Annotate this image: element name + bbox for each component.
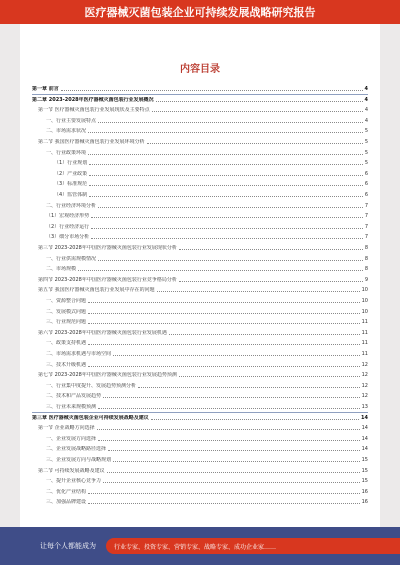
- footer-tagline-pill: [106, 538, 400, 554]
- table-of-contents: [32, 84, 368, 524]
- toc-page-number: 14: [361, 435, 368, 442]
- toc-entry[interactable]: [32, 317, 368, 325]
- toc-entry[interactable]: [32, 444, 368, 452]
- toc-page-number: 16: [361, 499, 368, 506]
- toc-entry-title: 二、市场需求状况: [46, 128, 87, 135]
- footer-lead: 让每个人都能成为: [40, 542, 96, 550]
- toc-leader-dots: [151, 419, 359, 420]
- toc-leader-dots: [98, 408, 360, 409]
- toc-entry-title: 第二章 2023-2028年医疗器械灭菌包装行业发展概况: [32, 96, 154, 103]
- toc-page-number: 7: [364, 234, 368, 241]
- toc-leader-dots: [97, 429, 360, 430]
- toc-entry-title: 三、加强品牌建设: [46, 499, 87, 506]
- toc-entry[interactable]: [32, 402, 368, 410]
- toc-entry[interactable]: [32, 148, 368, 156]
- toc-entry-title: 一、提升企业核心竞争力: [46, 478, 102, 485]
- toc-entry-title: 二、市场需求机遇与市场空间: [46, 351, 112, 357]
- toc-leader-dots: [88, 366, 360, 367]
- toc-entry-title: 一、行业政策环境: [46, 149, 87, 156]
- toc-entry[interactable]: [32, 349, 368, 357]
- toc-entry[interactable]: [32, 381, 368, 389]
- toc-page-number: 6: [364, 192, 368, 198]
- toc-entry[interactable]: [32, 190, 368, 198]
- toc-leader-dots: [138, 387, 360, 388]
- toc-entry-title: （1）宏观经济形势: [46, 213, 90, 220]
- toc-page-number: 7: [364, 202, 368, 209]
- toc-leader-dots: [89, 196, 363, 197]
- toc-entry-title: 一、政策支持机遇: [46, 340, 87, 347]
- toc-leader-dots: [157, 291, 360, 292]
- toc-leader-dots: [78, 270, 363, 271]
- toc-page-number: 8: [364, 255, 368, 262]
- toc-page-number: 10: [361, 298, 368, 304]
- toc-entry[interactable]: [32, 95, 368, 103]
- toc-page-number: 7: [364, 213, 368, 220]
- toc-leader-dots: [103, 482, 360, 483]
- toc-page-number: 4: [364, 86, 368, 92]
- toc-entry-title: （3）标准规范: [54, 181, 88, 188]
- toc-leader-dots: [91, 217, 363, 218]
- toc-entry-title: 一、企业发展方向选择: [46, 435, 97, 442]
- toc-page-number: 4: [364, 96, 368, 103]
- toc-entry-title: 第六节 2023-2028年中国医疗器械灭菌包装行业发展机遇: [38, 329, 167, 336]
- toc-entry[interactable]: [32, 296, 368, 304]
- toc-entry-title: 一、行业供需规模情况: [46, 255, 97, 262]
- toc-leader-dots: [98, 260, 363, 261]
- toc-entry[interactable]: [32, 232, 368, 240]
- toc-page-number: 13: [361, 404, 368, 410]
- toc-page-number: 14: [361, 446, 368, 453]
- toc-page-number: 4: [364, 117, 368, 124]
- toc-entry-title: 第一节 医疗器械灭菌包装行业发展现状及主要特点: [38, 107, 150, 114]
- footer-banner: [0, 527, 400, 565]
- report-title-banner: [0, 0, 400, 24]
- toc-entry[interactable]: [32, 360, 368, 368]
- toc-page-number: 15: [361, 457, 368, 463]
- toc-leader-dots: [88, 323, 360, 324]
- toc-entry-title: 二、发展模式问题: [46, 308, 87, 315]
- toc-entry[interactable]: [32, 434, 368, 442]
- toc-leader-dots: [147, 143, 363, 144]
- toc-entry[interactable]: [32, 466, 368, 474]
- toc-leader-dots: [169, 334, 360, 335]
- toc-leader-dots: [88, 302, 360, 303]
- toc-leader-dots: [179, 281, 363, 282]
- toc-leader-dots: [91, 228, 363, 229]
- toc-leader-dots: [88, 154, 363, 155]
- toc-leader-dots: [98, 207, 363, 208]
- toc-leader-dots: [88, 344, 360, 345]
- toc-entry-title: 二、企业发展战略路径选择: [46, 446, 107, 453]
- toc-entry[interactable]: [32, 370, 368, 378]
- toc-entry[interactable]: [32, 84, 368, 92]
- toc-page-number: 12: [361, 361, 368, 368]
- toc-page-number: 6: [364, 181, 368, 188]
- toc-entry[interactable]: [32, 487, 368, 495]
- toc-leader-dots: [98, 440, 360, 441]
- toc-leader-dots: [107, 472, 360, 473]
- toc-entry[interactable]: [32, 476, 368, 484]
- toc-entry-title: 二、技术和产品发展趋势: [46, 393, 102, 400]
- toc-entry[interactable]: [32, 126, 368, 134]
- toc-page-number: 15: [361, 467, 368, 474]
- toc-entry-title: 第四节 2023-2028年中国医疗器械灭菌包装行业竞争格局分析: [38, 276, 177, 283]
- toc-entry-title: 一、行业集中度提升、发展趋势预测分析: [46, 382, 137, 389]
- toc-entry-title: 第二节 我国医疗器械灭菌包装行业发展环境分析: [38, 139, 145, 145]
- toc-leader-dots: [113, 461, 360, 462]
- toc-entry[interactable]: [32, 338, 368, 346]
- toc-entry[interactable]: [32, 105, 368, 113]
- toc-page-number: 14: [361, 425, 368, 432]
- toc-page-number: 11: [361, 329, 368, 336]
- toc-entry-title: 二、市场规模: [46, 266, 77, 273]
- toc-entry-title: 第三章 医疗器械灭菌包装企业可持续发展战略及建议: [32, 414, 149, 421]
- toc-page-number: 5: [364, 128, 368, 135]
- toc-page-number: 11: [361, 340, 368, 347]
- toc-entry-title: （4）监管体制: [54, 192, 88, 198]
- toc-entry[interactable]: [32, 211, 368, 219]
- toc-entry[interactable]: [32, 328, 368, 336]
- toc-page-number: 10: [361, 308, 368, 315]
- toc-entry[interactable]: [32, 179, 368, 187]
- toc-leader-dots: [88, 493, 360, 494]
- toc-entry-title: 三、行业规范问题: [46, 319, 87, 326]
- toc-leader-dots: [152, 111, 363, 112]
- toc-leader-dots: [108, 450, 360, 451]
- toc-entry-title: 第二节 可持续发展战略及建议: [38, 467, 105, 474]
- toc-entry-title: （1）行业规划: [54, 160, 88, 167]
- toc-page-number: 12: [361, 372, 368, 379]
- toc-page-number: 11: [361, 319, 368, 326]
- toc-entry-title: 三、技术升级机遇: [46, 361, 87, 368]
- toc-page-number: 16: [361, 488, 368, 495]
- toc-entry-title: 第一章 前言: [32, 86, 59, 92]
- toc-page-number: 9: [364, 276, 368, 283]
- toc-page-number: 8: [364, 245, 368, 251]
- toc-entry[interactable]: [32, 169, 368, 177]
- toc-leader-dots: [89, 175, 363, 176]
- report-title: 医疗器械灭菌包装企业可持续发展战略研究报告: [84, 6, 316, 19]
- toc-entry[interactable]: [32, 497, 368, 505]
- toc-entry-title: 三、行业未来规模预测: [46, 404, 97, 410]
- toc-entry[interactable]: [32, 201, 368, 209]
- toc-entry[interactable]: [32, 423, 368, 431]
- footer-tagline: 行业专家、投资专家、营销专家、战略专家、成功企业家……: [114, 543, 277, 551]
- toc-entry-title: （2）行业经济运行: [46, 223, 90, 230]
- toc-entry[interactable]: [32, 275, 368, 283]
- toc-page-number: 6: [364, 170, 368, 177]
- toc-leader-dots: [113, 355, 360, 356]
- toc-page-number: 8: [364, 266, 368, 273]
- toc-entry[interactable]: [32, 158, 368, 166]
- toc-entry[interactable]: [32, 285, 368, 293]
- toc-leader-dots: [88, 132, 363, 133]
- toc-leader-dots: [89, 185, 363, 186]
- toc-page-number: 15: [361, 478, 368, 485]
- toc-leader-dots: [89, 164, 363, 165]
- toc-entry-title: 一、资源整合问题: [46, 298, 87, 304]
- toc-entry-title: 第三节 2023-2028年中国医疗器械灭菌包装行业发展现状分析: [38, 245, 177, 251]
- toc-entry[interactable]: [32, 243, 368, 251]
- document-page: [20, 24, 380, 527]
- toc-entry-title: （2）产业政策: [54, 170, 88, 177]
- toc-entry-title: 二、行业经济环境分析: [46, 202, 97, 209]
- toc-entry-title: 第一节 企业战略方向选择: [38, 425, 95, 432]
- toc-entry[interactable]: [32, 222, 368, 230]
- toc-page-number: 10: [361, 287, 368, 294]
- toc-page-number: 4: [364, 107, 368, 114]
- toc-leader-dots: [88, 313, 360, 314]
- toc-leader-dots: [103, 397, 360, 398]
- toc-entry[interactable]: [32, 391, 368, 399]
- toc-entry-title: 二、优化产业结构: [46, 488, 87, 495]
- toc-entry[interactable]: [32, 116, 368, 124]
- toc-entry[interactable]: [32, 307, 368, 315]
- toc-heading: 内容目录: [180, 64, 220, 75]
- toc-entry-title: 一、行业主要发展特点: [46, 117, 97, 124]
- toc-entry[interactable]: [32, 137, 368, 145]
- toc-page-number: 12: [361, 393, 368, 400]
- toc-entry[interactable]: [32, 413, 368, 421]
- toc-page-number: 5: [364, 139, 368, 145]
- toc-page-number: 5: [364, 149, 368, 156]
- toc-leader-dots: [179, 249, 363, 250]
- toc-entry-title: 第五节 我国医疗器械灭菌包装行业发展中存在的问题: [38, 287, 155, 294]
- toc-leader-dots: [61, 90, 363, 91]
- toc-leader-dots: [98, 122, 363, 123]
- toc-leader-dots: [91, 238, 363, 239]
- toc-entry[interactable]: [32, 455, 368, 463]
- toc-page-number: 12: [361, 382, 368, 389]
- toc-leader-dots: [156, 101, 363, 102]
- toc-entry-title: 三、企业发展方向与战略规划: [46, 457, 112, 463]
- toc-page-number: 7: [364, 223, 368, 230]
- toc-entry-title: 第七节 2023-2028年中国医疗器械灭菌包装行业发展趋势预测: [38, 372, 177, 379]
- toc-entry[interactable]: [32, 254, 368, 262]
- toc-leader-dots: [88, 503, 360, 504]
- toc-entry-title: （3）细分市场分析: [46, 234, 90, 241]
- toc-leader-dots: [179, 376, 360, 377]
- toc-page-number: 14: [361, 414, 368, 421]
- toc-page-number: 11: [361, 351, 368, 357]
- toc-page-number: 5: [364, 160, 368, 167]
- toc-entry[interactable]: [32, 264, 368, 272]
